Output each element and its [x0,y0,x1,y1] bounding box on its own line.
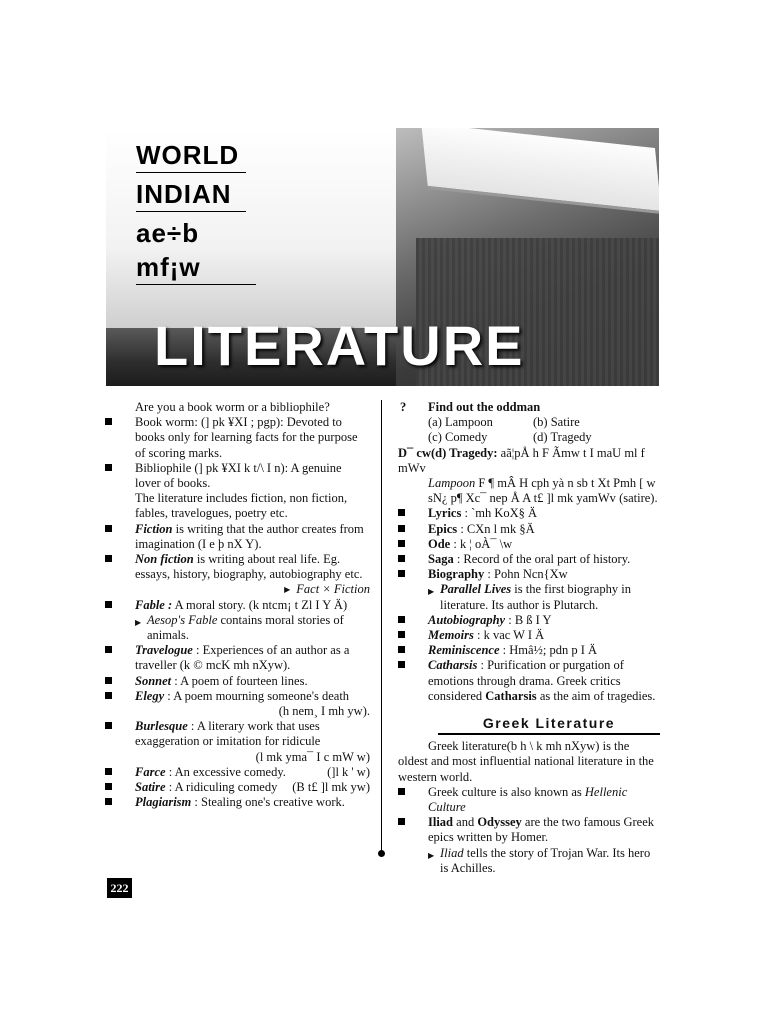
arrow-right-icon: ▶ [428,850,435,860]
bullet-icon [398,616,405,623]
definition: : Pohn Ncn{Xw [484,567,568,582]
term: Memoirs [428,628,474,643]
bullet-icon [398,509,405,516]
definition: F ¶ mÂ H cph yà n sb t Xt Pmh [ w sN¿ p¶ Xc¯ nep Å A t£ ]l mk yamWv [428,476,656,506]
list-item-farce [105,765,370,780]
burlesque-malayalam: (l mk yma¯ I c mW w) [255,749,370,764]
column-divider [381,400,382,855]
bullet-icon [105,783,112,790]
term: Travelogue [135,643,193,658]
iliad-note [398,846,660,876]
left-column [105,400,370,810]
list-item-catharsis [398,658,660,704]
term: Plagiarism [135,795,192,810]
term: Saga [428,552,454,567]
list-item-nonfiction [105,552,370,582]
list-item-bookworm [105,415,370,461]
arrow-right-icon: ▶ [284,585,291,595]
right-column [398,400,660,876]
term: Satire [135,780,166,795]
definition-end: as the aim of tragedies. [536,688,656,703]
list-item-iliad-odyssey [398,815,660,845]
definition: : Experiences of an author as a traveller (k © mcK mh nXyw). [135,643,350,673]
elegy-malayalam: (h nem¸ I mh yw). [278,704,370,719]
bullet-icon [105,601,112,608]
answer-prefix: D¯ cw [398,445,431,460]
option-b: (b) Satire [533,415,580,430]
divider-dot [378,850,385,857]
iliad-term: Iliad [428,815,454,830]
bullet-icon [105,722,112,729]
list-item-epics [398,522,660,537]
bullet-icon [398,646,405,653]
section-title-greek: Greek Literature [438,716,660,735]
definition: A moral story. (k ntcm¡ t Zl I Y Ä) [172,597,348,612]
term: Sonnet [135,673,172,688]
term: Iliad [440,845,464,860]
definition: tells the story of Trojan War. Its hero is Achilles. [440,845,651,875]
odyssey-term: Odyssey [477,815,522,830]
arrow-right-icon: ▶ [428,587,435,597]
definition: : `mh KoX§ Ä [461,506,538,521]
list-item-bibliophile [105,461,370,491]
definition: : B ß I Y [505,612,552,627]
fact-note [105,582,370,597]
arrow-right-icon: ▶ [135,617,142,627]
definition: : A ridiculing comedy [165,780,278,795]
intro-text: Are you a book worm or a bibliophile? [135,400,330,414]
definition: : Hmâ½; pdn p I Ä [499,643,598,658]
definition: : CXn l mk §Ä [457,521,535,536]
bullet-icon [398,525,405,532]
question [398,400,660,415]
list-item-greek-culture [398,785,660,815]
banner-titles [136,138,256,285]
parallel-lives-note [398,582,660,612]
list-item-biography [398,567,660,582]
catharsis-bold: Catharsis [485,688,537,703]
greek-intro: Greek literature(b h \ k mh nXyw) is the oldest and most influential national literature in the western world. [398,739,654,784]
list-item-sonnet [105,674,370,689]
term: Lyrics [428,506,462,521]
satire-malayalam: (B t£ ]l mk yw) [292,780,370,795]
hellenic-term: Hellenic Culture [428,784,628,815]
list-item-lyrics [398,506,660,521]
list-item-travelogue [105,643,370,673]
definition: : k vac W I Ä [473,628,545,643]
title-indian: INDIAN [136,177,246,212]
bullet-icon [398,631,405,638]
fact-note-text: Fact × Fiction [296,582,370,597]
term: Book worm: (] pk ¥XI ; pgp): [135,415,284,430]
list-item-plagiarism [105,795,370,810]
term: Reminiscence [428,643,500,658]
bullet-icon [398,555,405,562]
bullet-icon [398,570,405,577]
satire-paren: (satire). [619,491,658,506]
list-item-saga [398,552,660,567]
page-title: LITERATURE [154,314,525,377]
answer-text: aã¦pÅ h F Ãmw t I maU ml f mWv [398,445,645,475]
bullet-icon [105,677,112,684]
title-malayalam: ae÷b mf¡w [136,216,256,285]
options-row-2 [398,430,660,445]
bullet-icon [105,692,112,699]
list-item-burlesque [105,719,370,749]
bullet-icon [105,464,112,471]
term: Biography [428,567,485,582]
term: Ode [428,536,451,551]
list-item-autobiography [398,613,660,628]
option-d: (d) Tragedy [533,430,592,445]
definition: : A literary work that uses exaggeration or imitation for ridicule [135,719,321,749]
list-item-memoirs [398,628,660,643]
definition: Devoted to books only for learning facts for the purpose of scoring marks. [135,415,358,460]
includes-text: The literature includes fiction, non fiction, fables, travelogues, poetry etc. [135,491,348,521]
term: Aesop's Fable [147,612,218,627]
list-item-fable [105,598,370,613]
list-item-elegy [105,689,370,704]
bullet-icon [105,555,112,562]
list-item-ode [398,537,660,552]
bullet-icon [105,798,112,805]
term: Lampoon [428,476,476,491]
list-item-satire [105,780,370,795]
definition: is writing about real life. Eg. essays, history, biography, autobiography etc. [135,552,363,582]
bullet-icon [105,768,112,775]
bullet-icon [105,525,112,532]
definition: is the first biography in literature. Its author is Plutarch. [440,582,631,612]
term: Elegy [135,688,165,703]
bullet-icon [105,418,112,425]
farce-malayalam: (]l k ' w) [327,764,370,779]
definition: A genuine lover of books. [135,460,342,491]
term: Fable : [135,597,173,612]
definition: : Record of the oral part of history. [453,552,631,567]
term: Burlesque [135,719,188,734]
definition: is writing that the author creates from imagination (I e þ nX Y). [135,521,364,551]
definition: : Stealing one's creative work. [191,795,345,810]
header-banner [106,128,659,386]
term: Farce [135,764,166,779]
term: Epics [428,521,458,536]
options-row-1 [398,415,660,430]
question-title: Find out the oddman [428,400,541,414]
definition: are the two famous Greek epics written by Homer. [428,815,655,845]
bullet-icon [398,661,405,668]
term: Autobiography [428,612,506,627]
bullet-icon [105,646,112,653]
option-a: (a) Lampoon [428,415,493,430]
list-item-fiction [105,522,370,552]
text: Greek culture is also known as [428,784,585,799]
definition: : k ¦ oÀ¯ \w [450,536,513,551]
question-mark: ? [400,400,407,414]
term: Bibliophile (] pk ¥XI k t/\ I n): [135,460,289,475]
definition: : Purification or purgation of emotions through drama. Greek critics considered [428,658,624,703]
term: Parallel Lives [440,582,512,597]
and-text: and [453,815,478,830]
page-number: 222 [107,878,132,898]
answer [398,446,660,476]
definition: : An excessive comedy. [165,764,286,779]
bullet-icon [398,818,405,825]
term: Non fiction [135,552,194,567]
term: Catharsis [428,658,478,673]
list-item-reminiscence [398,643,660,658]
lampoon-explanation [398,476,660,506]
bullet-icon [398,788,405,795]
definition: : A poem of fourteen lines. [171,673,308,688]
term: Fiction [135,521,173,536]
answer-label: (d) Tragedy: [430,445,498,460]
title-world: WORLD [136,138,246,173]
definition: : A poem mourning someone's death [164,688,350,703]
definition: contains moral stories of animals. [147,612,344,643]
bullet-icon [398,540,405,547]
option-c: (c) Comedy [428,430,488,445]
aesop-note [105,613,370,643]
